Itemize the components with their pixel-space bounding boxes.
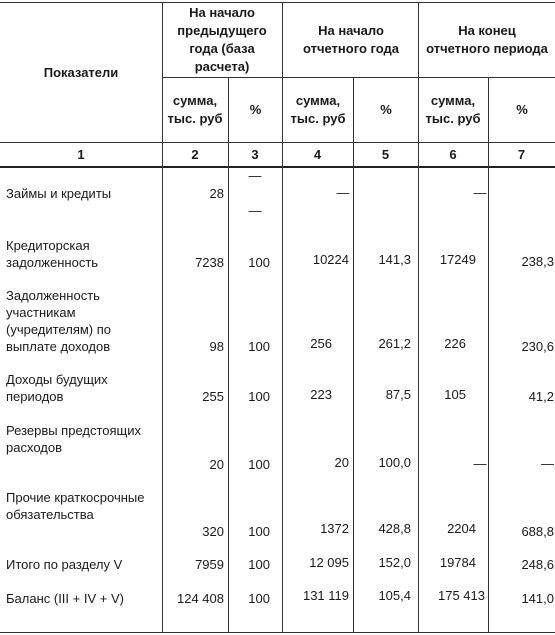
col-divider-3: [282, 2, 283, 632]
header-indicators: Показатели: [43, 64, 119, 80]
cell-value: 20: [209, 457, 224, 472]
row-label: Прочие краткосрочные обязательства: [6, 490, 145, 522]
cell-value: —: [473, 185, 487, 200]
cell-value: 7959: [195, 557, 224, 572]
cell-value: 248,6: [521, 557, 554, 572]
cell-value: 20: [334, 455, 349, 470]
cell-value: 105,4: [378, 588, 411, 603]
cell-value: 261,2: [378, 336, 411, 351]
subheader-sum-2: сумма, тыс. руб: [167, 93, 223, 126]
cell-value: 223: [310, 387, 332, 402]
cell-value: 7238: [195, 255, 224, 270]
cell-value: 100: [248, 255, 270, 270]
row-label: Займы и кредиты: [6, 186, 112, 201]
cell-value: 100: [248, 389, 270, 404]
cell-value: 17249: [439, 252, 476, 267]
cell-value: —: [336, 185, 350, 200]
cell-value: 2204: [447, 521, 476, 536]
column-number: 1: [77, 147, 85, 162]
column-number: 6: [449, 147, 457, 162]
cell-value: —: [473, 456, 487, 471]
column-number: 7: [517, 147, 526, 162]
subheader-sum-4: сумма, тыс. руб: [290, 93, 346, 126]
cell-value: 141,0: [521, 591, 554, 606]
cell-value: 255: [202, 389, 224, 404]
cell-value: 19784: [439, 555, 476, 570]
cell-value: 688,8: [521, 524, 554, 539]
group-divider: [162, 77, 555, 78]
cell-value: 28: [209, 186, 224, 201]
col-divider-5: [418, 2, 419, 632]
row-label: Задолженность участникам (учредителям) по выплате доходов: [6, 288, 112, 354]
row-label: Резервы предстоящих расходов: [6, 423, 142, 455]
cell-value: 98: [209, 339, 224, 354]
subheader-pct-5: %: [380, 102, 392, 117]
row-label: Кредиторская задолженность: [6, 238, 99, 270]
cell-value: 87,5: [385, 387, 411, 402]
cell-value: 100: [248, 557, 270, 572]
header-report-start: На начало отчетного года: [302, 23, 400, 56]
cell-value: 100: [248, 524, 270, 539]
cell-value: 124 408: [177, 591, 224, 606]
cell-value: 230,6: [521, 339, 554, 354]
cell-value: —: [248, 203, 262, 218]
cell-value: 131 119: [302, 588, 349, 603]
column-number: 5: [381, 147, 390, 162]
cell-value: 256: [310, 336, 332, 351]
cell-value: 226: [444, 336, 466, 351]
row-label: Баланс (III + IV + V): [6, 591, 124, 606]
column-number: 3: [251, 147, 259, 162]
cell-value: 41,2: [528, 389, 554, 404]
bottom-border: [0, 632, 555, 633]
cell-value: 10224: [312, 252, 349, 267]
row-label: Доходы будущих периодов: [6, 372, 108, 404]
cell-value: 141,3: [378, 252, 411, 267]
cell-value: 238,3: [521, 254, 554, 269]
subheader-sum-6: сумма, тыс. руб: [425, 93, 481, 126]
subheader-pct-3: %: [249, 102, 262, 117]
cell-value: 100: [248, 339, 270, 354]
cell-value: 105: [444, 387, 466, 402]
header-prev-year: На начало предыдущего года (база расчета): [177, 5, 267, 74]
header-bottom-rule: [0, 142, 555, 143]
cell-value: 100: [248, 457, 270, 472]
cell-value: 1372: [320, 521, 349, 536]
cell-value: 320: [202, 524, 224, 539]
cell-value: 12 095: [309, 555, 349, 570]
cell-value: 175 413: [438, 588, 485, 603]
subheader-pct-7: %: [516, 102, 528, 117]
cell-value: —: [541, 456, 554, 471]
row-label: Итого по разделу V: [6, 557, 123, 572]
header-period-end: На конец отчетного периода: [426, 23, 548, 56]
column-number: 2: [191, 147, 199, 162]
cell-value: 100: [248, 591, 270, 606]
cell-value: 100,0: [378, 455, 411, 470]
cell-value: —: [248, 168, 262, 183]
cell-value: 428,8: [378, 521, 411, 536]
cell-value: 152,0: [378, 555, 411, 570]
column-number: 4: [313, 147, 322, 162]
